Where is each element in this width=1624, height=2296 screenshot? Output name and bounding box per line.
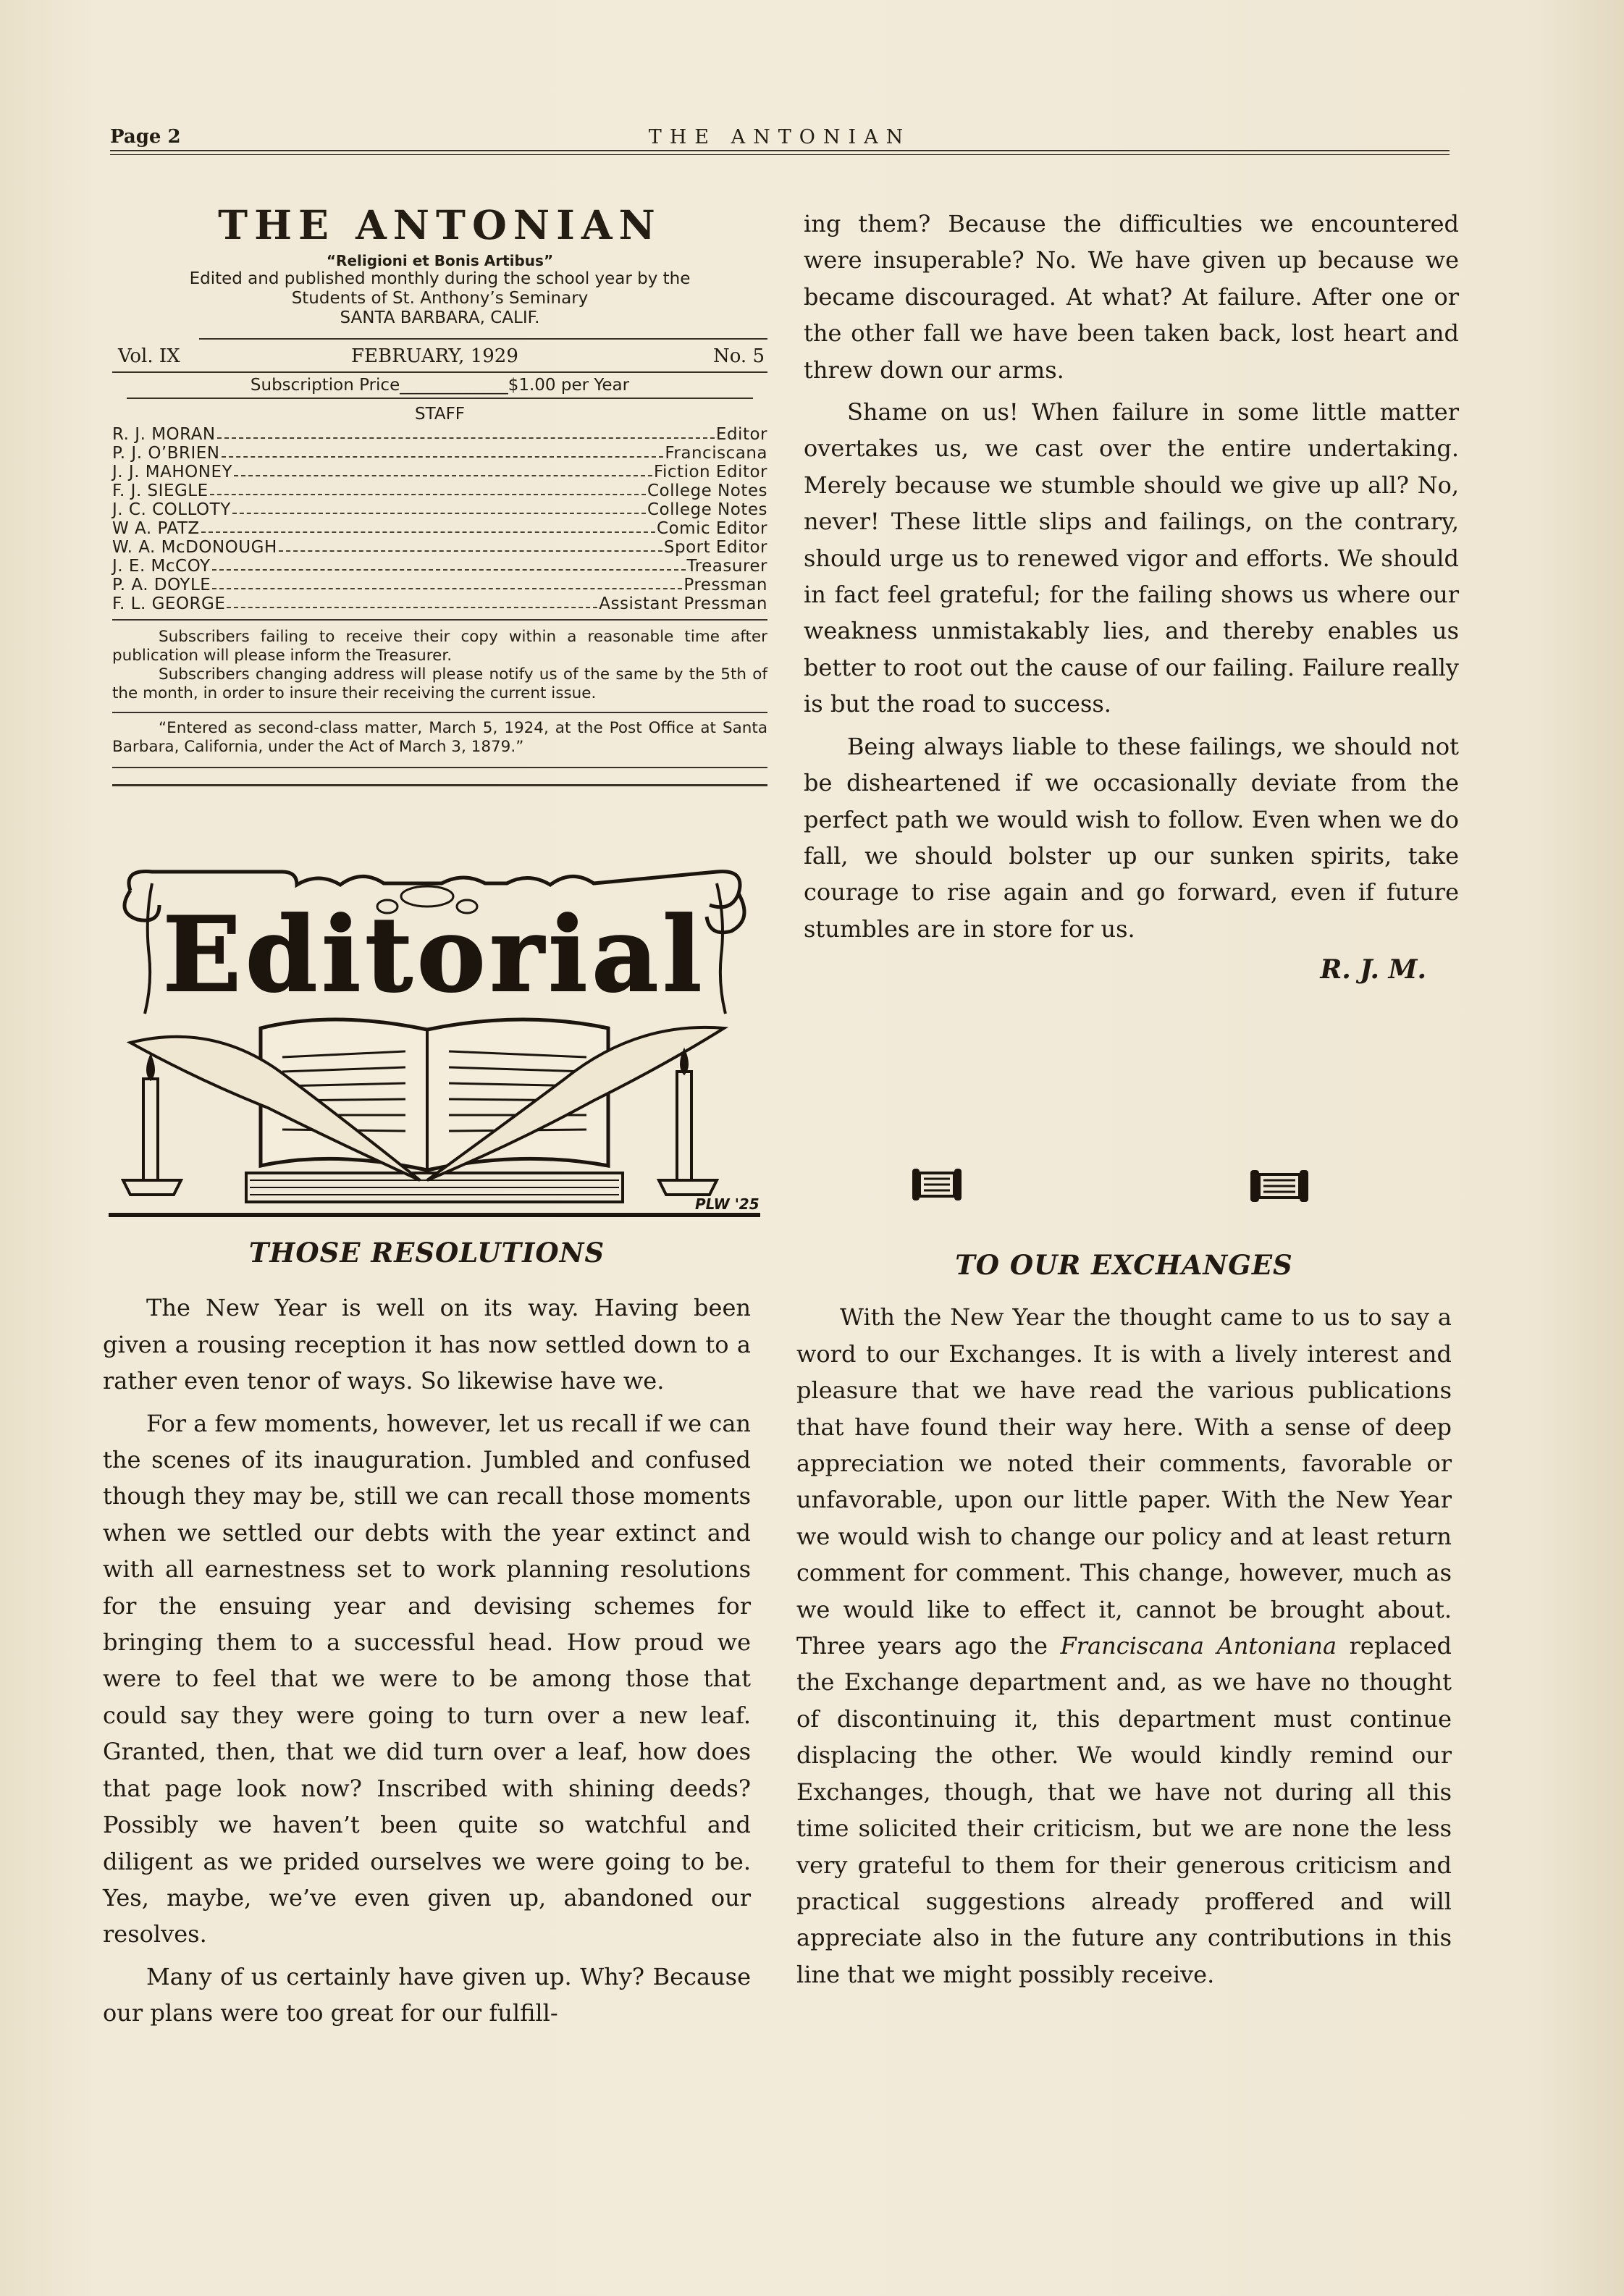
masthead-location-line: SANTA BARBARA, CALIF.	[340, 308, 540, 327]
staff-name: F. L. GEORGE	[112, 594, 226, 613]
staff-leader-dots	[227, 594, 597, 608]
header-rule	[110, 150, 1450, 155]
staff-name: R. J. MORAN	[112, 425, 216, 444]
second-class-entry: “Entered as second-class matter, March 5, 1924, at the Post Office at Santa Barbara, California, under the Act of March 3, 1879.”	[112, 719, 767, 756]
staff-role: Franciscana	[665, 444, 767, 463]
staff-role: Pressman	[683, 576, 767, 594]
staff-rule	[112, 619, 767, 621]
staff-leader-dots	[201, 519, 655, 533]
notice-rule	[112, 712, 767, 713]
subscriber-notice	[112, 628, 767, 703]
running-header	[110, 123, 1450, 152]
resolutions-right-column	[804, 206, 1459, 988]
staff-leader-dots	[234, 463, 652, 476]
subscription-rule	[127, 398, 753, 399]
resolutions-paragraph-2: For a few moments, however, let us recall if we can the scenes of its inauguration. Jumbled and confused though they may be, still we can recall those moments when we settled our debts with the year extinct and with all earnestness set to work planning resolutions for the ensuing year and devising schemes for bringing them to a successful head. How proud we were to feel that we were to be among those that could say they were going to turn over a new leaf. Granted, then, that we did turn over a leaf, how does that page look now? Inscribed with shining deeds? Possibly we haven’t been quite so watchful and diligent as we prided ourselves we were going to be. Yes, maybe, we’ve even given up, abandoned our resolves.	[103, 1409, 751, 1948]
exchanges-text-a: With the New Year the thought came to us to say a word to our Exchanges. It is with a lively interest and pleasure that we have read the various publications that have found their way here. With a sense of deep appreciation we noted their comments, favorable or unfavorable, upon our little paper. With the New Year we would wish to change our policy and at least return comment for comment. This change, however, much as we would like to effect it, cannot be brought about. Three years ago the	[796, 1303, 1452, 1660]
editorial-banner	[101, 862, 767, 1224]
page-number: Page 2	[110, 126, 181, 148]
issue-number: No. 5	[712, 345, 765, 367]
staff-row	[112, 444, 767, 463]
masthead-motto: “Religioni et Bonis Artibus”	[326, 252, 554, 269]
staff-name: W. A. McDONOUGH	[112, 538, 277, 557]
staff-list	[112, 425, 767, 613]
exchanges-title: TO OUR EXCHANGES	[955, 1249, 1293, 1281]
staff-leader-dots	[217, 425, 715, 439]
staff-row	[112, 557, 767, 576]
staff-row	[112, 576, 767, 594]
staff-leader-dots	[222, 444, 664, 458]
masthead-publisher-line: Edited and published monthly during the school year by the	[189, 269, 691, 288]
masthead-bottom-rule-double	[112, 784, 767, 786]
staff-row	[112, 500, 767, 519]
staff-name: P. A. DOYLE	[112, 576, 211, 594]
masthead	[112, 201, 767, 786]
resolutions-left-column	[103, 1235, 751, 2032]
staff-role: Treasurer	[686, 557, 767, 576]
staff-leader-dots	[210, 482, 646, 495]
artist-signature: PLW '25	[695, 1195, 760, 1213]
resolutions-signature: R. J. M.	[1320, 954, 1426, 985]
staff-role: Sport Editor	[663, 538, 767, 557]
staff-leader-dots	[212, 576, 682, 589]
staff-name: J. J. MAHONEY	[112, 463, 233, 482]
masthead-title: THE ANTONIAN	[218, 201, 662, 248]
issue-date: FEBRUARY, 1929	[351, 345, 518, 367]
staff-role: Fiction Editor	[653, 463, 767, 482]
notice-address-change: Subscribers changing address will please notify us of the same by the 5th of the month, in order to insure their receiving the current issue.	[112, 665, 767, 702]
resolutions-paragraph-3: Many of us certainly have given up. Why? Because our plans were too great for our fulfill-	[103, 1962, 751, 2027]
resolutions-paragraph-4: Shame on us! When failure in some little matter overtakes us, we cast over the entire undertaking. Merely because we stumble should we give up all? No, never! These little slips and failings, on the contrary, should urge us to renewed vigor and efforts. We should in fact feel grateful; for the failing shows us where our weakness unmistakably lies, and thereby enables us better to root out the cause of our failing. Failure really is but the road to success.	[804, 398, 1459, 718]
masthead-bottom-rule	[112, 767, 767, 768]
scroll-ornament-left-icon	[911, 1166, 963, 1203]
volume-row	[112, 340, 767, 367]
candle-left-icon	[123, 1057, 181, 1195]
staff-role: College Notes	[647, 482, 767, 500]
staff-row	[112, 425, 767, 444]
entry-notice	[112, 719, 767, 757]
masthead-seminary-line: Students of St. Anthony’s Seminary	[291, 289, 589, 308]
exchanges-text-b: replaced the Exchange department and, as we have no thought of discontinuing it, this department must continue displacing the other. We would kindly remind our Exchanges, though, that we have not during all this time solicited their criticism, but we are none the less very grateful to them for their generous criticism and practical suggestions already proffered and will appreciate also in the future any contributions in this line that we might possibly receive.	[796, 1632, 1452, 1988]
staff-heading: STAFF	[414, 405, 466, 424]
exchanges-column	[796, 1247, 1452, 1993]
staff-name: J. E. McCOY	[112, 557, 211, 576]
staff-name: P. J. O’BRIEN	[112, 444, 220, 463]
editorial-wordmark: Editorial	[162, 895, 707, 1015]
staff-role: Assistant Pressman	[599, 594, 767, 613]
staff-row	[112, 519, 767, 538]
subscription-price: Subscription Price_____________$1.00 per Year	[250, 376, 630, 395]
volume-label: Vol. IX	[118, 345, 180, 367]
staff-row	[112, 538, 767, 557]
staff-name: F. J. SIEGLE	[112, 482, 209, 500]
running-title: THE ANTONIAN	[648, 126, 912, 148]
staff-leader-dots	[232, 500, 646, 514]
exchanges-paragraph	[796, 1299, 1452, 1993]
scroll-ornament-right-icon	[1249, 1167, 1310, 1205]
staff-leader-dots	[212, 557, 686, 571]
staff-row	[112, 463, 767, 482]
staff-row	[112, 482, 767, 500]
staff-name: J. C. COLLOTY	[112, 500, 231, 519]
staff-role: College Notes	[647, 500, 767, 519]
staff-role: Comic Editor	[657, 519, 767, 538]
staff-name: W A. PATZ	[112, 519, 200, 538]
notice-failing-receipt: Subscribers failing to receive their copy within a reasonable time after publication will please inform the Treasurer.	[112, 628, 767, 665]
staff-leader-dots	[279, 538, 662, 552]
franciscana-antoniana-title: Franciscana Antoniana	[1060, 1632, 1337, 1660]
staff-row	[112, 594, 767, 613]
staff-role: Editor	[715, 425, 767, 444]
resolutions-title: THOSE RESOLUTIONS	[248, 1237, 605, 1269]
resolutions-paragraph-1: The New Year is well on its way. Having been given a rousing reception it has now settled down to a rather even tenor of ways. So likewise have we.	[103, 1294, 751, 1395]
resolutions-paragraph-3-continued: ing them? Because the difficulties we encountered were insuperable? No. We have given up because we became discouraged. At what? At failure. After one or the other fall we have been taken back, lost heart and threw down our arms.	[804, 210, 1459, 384]
candle-right-icon	[659, 1051, 717, 1195]
resolutions-paragraph-5: Being always liable to these failings, we should not be disheartened if we occasionally deviate from the perfect path we would wish to follow. Even when we do fall, we should bolster up our sunken spirits, take courage to rise again and go forward, even if future stumbles are in store for us.	[804, 732, 1459, 943]
